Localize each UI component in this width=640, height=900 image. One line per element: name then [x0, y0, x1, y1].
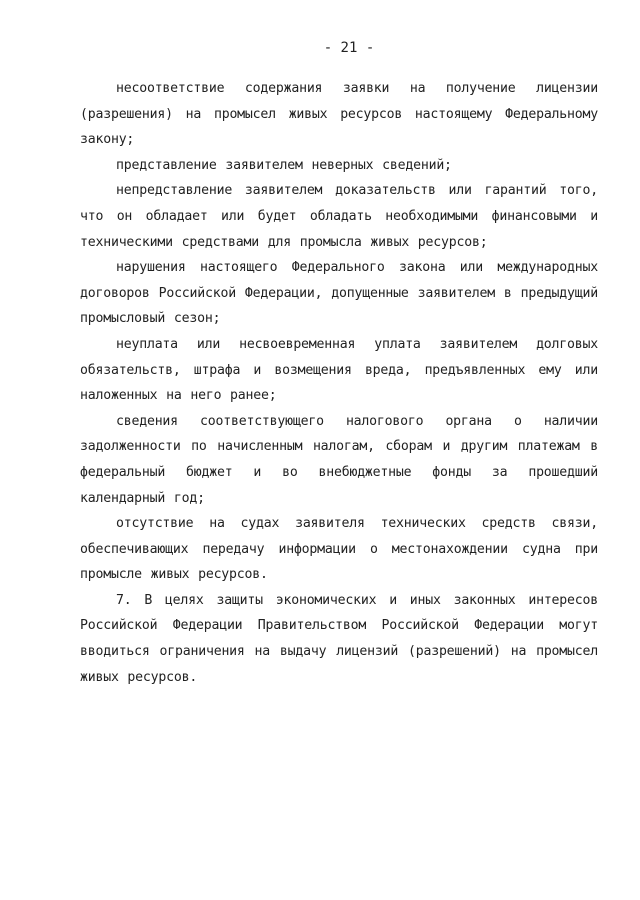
document-body	[80, 76, 598, 690]
paragraph-6: сведения соответствующего налогового органа о наличии задолженности по начисленным налогам, сборам и другим платежам в федеральный бюджет и во внебюджетные фонды за прошедший календарный год;	[80, 413, 598, 506]
paragraph-5: неуплата или несвоевременная уплата заявителем долговых обязательств, штрафа и возмещения вреда, предъявленных ему или наложенных на него ранее;	[80, 336, 598, 404]
paragraph-7: отсутствие на судах заявителя технических средств связи, обеспечивающих передачу информации о местонахождении судна при промысле живых ресурсов.	[80, 516, 598, 583]
page-number: - 21 -	[323, 40, 375, 56]
paragraph-4: нарушения настоящего Федерального закона или международных договоров Российской Федерации, допущенные заявителем в предыдущий промысловый сезон;	[80, 260, 598, 327]
paragraph-2: представление заявителем неверных сведений;	[116, 157, 452, 173]
paragraph-3: непредставление заявителем доказательств или гарантий того, что он обладает или будет обладать необходимыми финансовыми и техническими средствами для промысла живых ресурсов;	[80, 183, 598, 250]
paragraph-1: несоответствие содержания заявки на получение лицензии (разрешения) на промысел живых ресурсов настоящему Федеральному закону;	[80, 81, 598, 148]
paragraph-8: 7. В целях защиты экономических и иных законных интересов Российской Федерации Правительством Российской Федерации могут вводиться ограничения на выдачу лицензий (разрешений) на промысел живых ресурсов.	[80, 592, 598, 685]
